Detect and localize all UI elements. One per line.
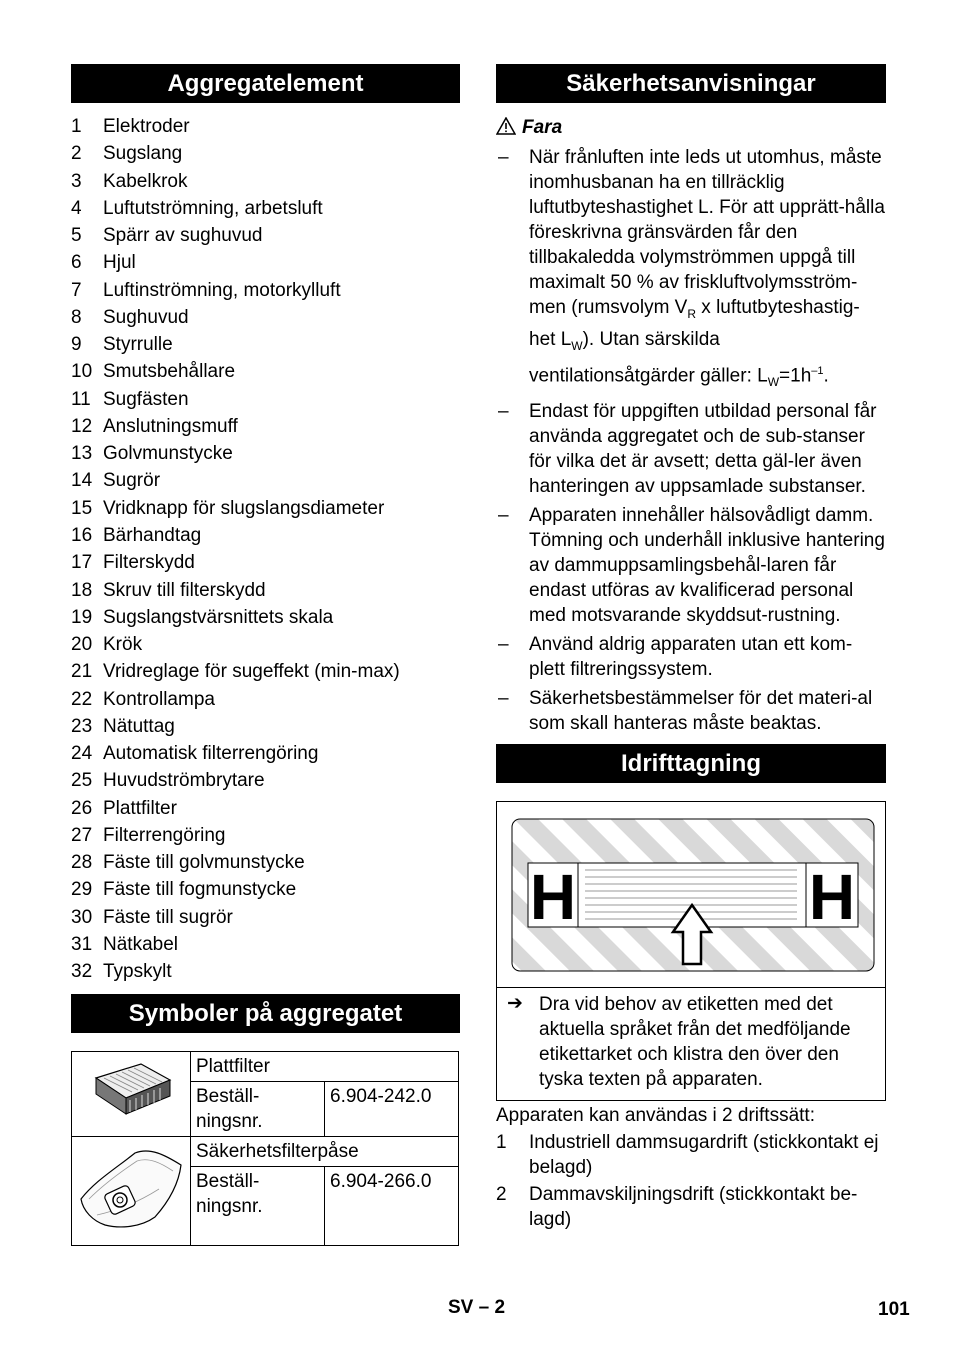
safety-list — [496, 145, 886, 736]
section-heading-parts: Aggregatelement — [71, 64, 460, 103]
part-item: 30 Fäste till sugrör — [71, 906, 233, 928]
safety-item: – Apparaten innehåller hälsovådligt damm. Tömning och underhåll inklusive hantering av dammuppsamlingsbehål-laren får endast utföras av kvalificerad personal med motsvarande skyddsut-rustning. — [498, 504, 885, 626]
symbol-name: Plattfilter — [191, 1051, 459, 1081]
order-number-label: Beställ-ningsnr. — [191, 1081, 325, 1136]
h-letter-right: H — [808, 860, 856, 933]
order-number: 6.904-266.0 — [325, 1166, 459, 1245]
symbols-table — [71, 1051, 459, 1246]
arrow-right-icon: ➔ — [507, 992, 523, 1014]
part-item: 11 Sugfästen — [71, 388, 189, 410]
flat-filter-icon — [72, 1051, 191, 1136]
part-item: 17 Filterskydd — [71, 552, 195, 574]
section-heading-commissioning: Idrifttagning — [496, 744, 886, 783]
label-note: ➔ Dra vid behov av etiketten med det aktuella språket från det medföljande etikettarket och klistra den över den tyska texten på apparaten. — [507, 992, 851, 1090]
danger-warning — [496, 117, 886, 141]
part-item: 31 Nätkabel — [71, 933, 178, 955]
h-label-illustration — [497, 802, 885, 988]
part-item: 25 Huvudströmbrytare — [71, 770, 265, 792]
part-item: 18 Skruv till filterskydd — [71, 579, 266, 601]
order-number-label: Beställ-ningsnr. — [191, 1166, 325, 1245]
warning-triangle-icon — [496, 117, 516, 135]
filter-bag-icon — [72, 1136, 191, 1245]
part-item: 32 Typskylt — [71, 961, 172, 983]
part-item: 8 Sughuvud — [71, 306, 189, 328]
part-item: 9 Styrrulle — [71, 334, 173, 356]
part-item: 3 Kabelkrok — [71, 170, 188, 192]
part-item: 10 Smutsbehållare — [71, 361, 236, 383]
order-number: 6.904-242.0 — [325, 1081, 459, 1136]
symbol-name: Säkerhetsfilterpåse — [191, 1136, 459, 1166]
part-item: 28 Fäste till golvmunstycke — [71, 852, 305, 874]
safety-item: – Säkerhetsbestämmelser för det materi-al som skall hanteras måste beaktas. — [498, 687, 873, 734]
part-item: 26 Plattfilter — [71, 797, 177, 819]
part-item: 27 Filterrengöring — [71, 824, 226, 846]
safety-item: – Använd aldrig apparaten utan ett kom-plett filtreringssystem. — [498, 633, 853, 680]
label-figure-box — [496, 801, 886, 1101]
h-letter-left: H — [529, 860, 577, 933]
left-column — [71, 64, 460, 1246]
part-item: 19 Sugslangstvärsnittets skala — [71, 606, 334, 628]
footer-section: SV – 2 — [448, 1297, 506, 1318]
mode-item: 1 Industriell dammsugardrift (stickkontakt ej belagd) — [496, 1131, 879, 1178]
part-item: 6 Hjul — [71, 252, 136, 274]
part-item: 1 Elektroder — [71, 116, 190, 137]
modes-list — [496, 1130, 886, 1232]
part-item: 7 Luftinströmning, motorkylluft — [71, 279, 341, 301]
right-column — [496, 64, 886, 1232]
part-item: 13 Golvmunstycke — [71, 443, 233, 465]
part-item: 20 Krök — [71, 634, 143, 656]
part-item: 5 Spärr av sughuvud — [71, 225, 263, 247]
part-item: 21 Vridreglage för sugeffekt (min-max) — [71, 661, 400, 683]
part-item: 29 Fäste till fogmunstycke — [71, 879, 297, 901]
safety-item: – När frånluften inte leds ut utomhus, måste inomhusbanan ha en tillräcklig luftutbyteshastighet L. För att upprätt-hålla föreskrivna gränsvärden får den tillbakaledda volymströmmen uppgå till maximalt 50 % av friskluftvolymsström-men (rumsvolym $V_R$ x luftutbyteshastig-het $L_W$). Utan särskilda ventilationsåtgärder gäller: $L_W=1h^{-1}$. — [498, 147, 885, 389]
part-item: 4 Luftutströmning, arbetsluft — [71, 197, 323, 219]
part-item: 2 Sugslang — [71, 143, 183, 165]
part-item: 16 Bärhandtag — [71, 524, 202, 546]
section-heading-safety: Säkerhetsanvisningar — [496, 64, 886, 103]
parts-list — [71, 113, 460, 986]
part-item: 12 Anslutningsmuff — [71, 415, 238, 437]
part-item: 23 Nätuttag — [71, 715, 175, 737]
modes-intro: Apparaten kan användas i 2 driftssätt: — [496, 1104, 815, 1126]
part-item: 15 Vridknapp för slugslangsdiameter — [71, 497, 385, 519]
part-item: 14 Sugrör — [71, 470, 161, 492]
danger-label: Fara — [522, 117, 563, 138]
part-item: 24 Automatisk filterrengöring — [71, 743, 319, 765]
safety-item: – Endast för uppgiften utbildad personal får använda aggregatet och de sub-stanser för vilka det är avsett; detta gäl-ler även hanteringen av uppsamlade substanser. — [498, 400, 877, 497]
page-number: 101 — [878, 1299, 910, 1320]
mode-item: 2 Dammavskiljningsdrift (stickkontakt be-lagd) — [496, 1183, 858, 1230]
section-heading-symbols: Symboler på aggregatet — [71, 994, 460, 1033]
part-item: 22 Kontrollampa — [71, 688, 215, 710]
